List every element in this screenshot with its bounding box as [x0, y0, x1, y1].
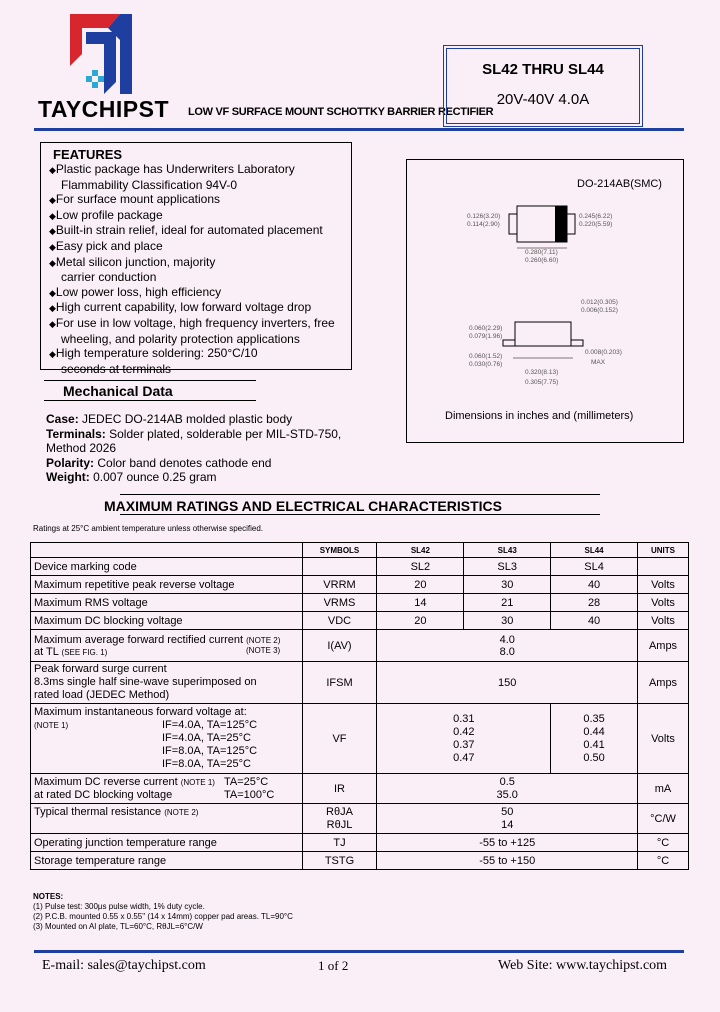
- table-header-row: [31, 543, 689, 558]
- table-header: [31, 543, 303, 558]
- voltage-current: 20V-40V 4.0A: [496, 91, 590, 108]
- table-row: Peak forward surge current 8.3ms single half sine-wave superimposed on rated load (JEDEC Method) IFSM 150 Amps: [31, 662, 689, 704]
- feature-item: ◆ For surface mount applications: [47, 192, 361, 208]
- table-row: Maximum RMS voltage VRMS 14 21 28 Volts: [31, 594, 689, 612]
- package-name: DO-214AB(SMC): [577, 178, 662, 190]
- dim-label: 0.079(1.96): [469, 333, 503, 340]
- feature-item: ◆ Low power loss, high efficiency: [47, 285, 361, 301]
- table-header: SL42: [377, 543, 464, 558]
- ratings-rule-top: [120, 494, 600, 495]
- table-row: Storage temperature range TSTG -55 to +150 °C: [31, 852, 689, 870]
- package-diagram: [406, 159, 684, 443]
- top-rule: [34, 128, 684, 131]
- note-item: (3) Mounted on Al plate, TL=60°C, RθJL=6°C/W: [33, 922, 203, 931]
- feature-item: ◆ Low profile package: [47, 208, 361, 224]
- dim-label: 0.012(0.305): [581, 299, 618, 306]
- notes: [33, 892, 293, 932]
- bottom-rule: [34, 950, 684, 953]
- brand-name: TAYCHIPST: [38, 96, 170, 122]
- weight-line: Weight: 0.007 ounce 0.25 gram: [46, 470, 217, 485]
- table-row: Maximum DC blocking voltage VDC 20 30 40 Volts: [31, 612, 689, 630]
- mech-rule-bottom: [44, 400, 256, 401]
- dim-label: 0.008(0.203): [585, 349, 622, 356]
- dim-label: 0.114(2.90): [467, 221, 500, 228]
- dim-label: 0.280(7.11): [525, 249, 558, 256]
- dim-label: MAX: [591, 359, 606, 366]
- table-header: SYMBOLS: [302, 543, 377, 558]
- case-line: Case: JEDEC DO-214AB molded plastic body: [46, 412, 293, 426]
- ratings-table: [30, 542, 689, 870]
- dim-label: 0.060(1.52): [469, 353, 503, 360]
- product-tagline: LOW VF SURFACE MOUNT SCHOTTKY BARRIER RECTIFIER: [188, 106, 494, 118]
- polarity-line: Polarity: Color band denotes cathode end: [46, 455, 272, 470]
- part-range: SL42 THRU SL44: [482, 61, 604, 78]
- table-row: Maximum instantaneous forward voltage at: (NOTE 1) IF=4.0A, TA=125°C IF=4.0A, TA=25°C IF=8.0A, TA=125°C IF=8.0A, TA=25°C VF 0.31 0.42 0.37 0.47 0.35 0.44 0.41 0.50 Volts: [31, 704, 689, 774]
- dim-label: 0.260(6.60): [525, 257, 559, 264]
- table-row: Maximum DC reverse current (NOTE 1) TA=25°C at rated DC blocking voltage TA=100°C IR 0.5 35.0 mA: [31, 774, 689, 804]
- dim-label: 0.320(8.13): [525, 369, 559, 376]
- ratings-rule-bottom: [120, 514, 600, 515]
- table-header: UNITS: [638, 543, 689, 558]
- mechanical-data: [46, 412, 356, 485]
- terminals-line: Terminals: Solder plated, solderable per MIL-STD-750, Method 2026: [46, 426, 342, 456]
- taychipst-logo: [70, 14, 132, 94]
- package-drawing: [407, 160, 683, 405]
- note-item: (1) Pulse test: 300μs pulse width, 1% duty cycle.: [33, 902, 205, 911]
- dim-label: 0.126(3.20): [467, 213, 501, 220]
- notes-title: NOTES:: [33, 892, 64, 901]
- table-row: Maximum average forward rectified current (NOTE 2) at TL (SEE FIG. 1) (NOTE 3) I(AV) 4.0 8.0 Amps: [31, 630, 689, 662]
- dim-label: 0.006(0.152): [581, 307, 618, 314]
- feature-item: ◆ High current capability, low forward voltage drop: [47, 300, 361, 316]
- dim-label: 0.245(6.22): [579, 213, 613, 220]
- table-row: Operating junction temperature range TJ -55 to +125 °C: [31, 834, 689, 852]
- dim-label: 0.060(2.29): [469, 325, 503, 332]
- mech-rule-top: [44, 380, 256, 381]
- title-box: [446, 48, 640, 124]
- dimension-caption: Dimensions in inches and (millimeters): [445, 410, 634, 422]
- dim-label: 0.305(7.75): [525, 379, 559, 386]
- email-link[interactable]: E-mail: sales@taychipst.com: [42, 958, 206, 973]
- dim-label: 0.220(5.59): [579, 221, 613, 228]
- ambient-note: Ratings at 25°C ambient temperature unless otherwise specified.: [33, 524, 263, 533]
- mechanical-title: Mechanical Data: [63, 383, 173, 399]
- ratings-title: MAXIMUM RATINGS AND ELECTRICAL CHARACTERISTICS: [104, 498, 502, 514]
- features-box: [40, 142, 352, 376]
- feature-item: ◆ Plastic package has Underwriters Laboratory Flammability Classification 94V-0: [47, 162, 351, 192]
- feature-item: ◆ For use in low voltage, high frequency inverters, free wheeling, and polarity protection applications: [47, 316, 361, 346]
- table-header: SL44: [551, 543, 638, 558]
- feature-item: ◆ Metal silicon junction, majority carrier conduction: [47, 255, 241, 285]
- note-item: (2) P.C.B. mounted 0.55 x 0.55" (14 x 14mm) copper pad areas. TL=90°C: [33, 912, 293, 921]
- table-row: Device marking code SL2 SL3 SL4: [31, 558, 689, 576]
- feature-item: ◆ Easy pick and place: [47, 239, 361, 255]
- features-title: FEATURES: [53, 147, 123, 162]
- table-row: Maximum repetitive peak reverse voltage VRRM 20 30 40 Volts: [31, 576, 689, 594]
- website-link[interactable]: Web Site: www.taychipst.com: [498, 958, 668, 973]
- features-list: [47, 162, 361, 376]
- feature-item: ◆ Built-in strain relief, ideal for automated placement: [47, 223, 361, 239]
- dim-label: 0.030(0.76): [469, 361, 503, 368]
- page-number: 1 of 2: [318, 958, 349, 973]
- table-header: SL43: [464, 543, 551, 558]
- feature-item: ◆ High temperature soldering: 250°C/10 seconds at terminals: [47, 346, 261, 376]
- table-row: Typical thermal resistance (NOTE 2) RθJA RθJL 50 14 °C/W: [31, 804, 689, 834]
